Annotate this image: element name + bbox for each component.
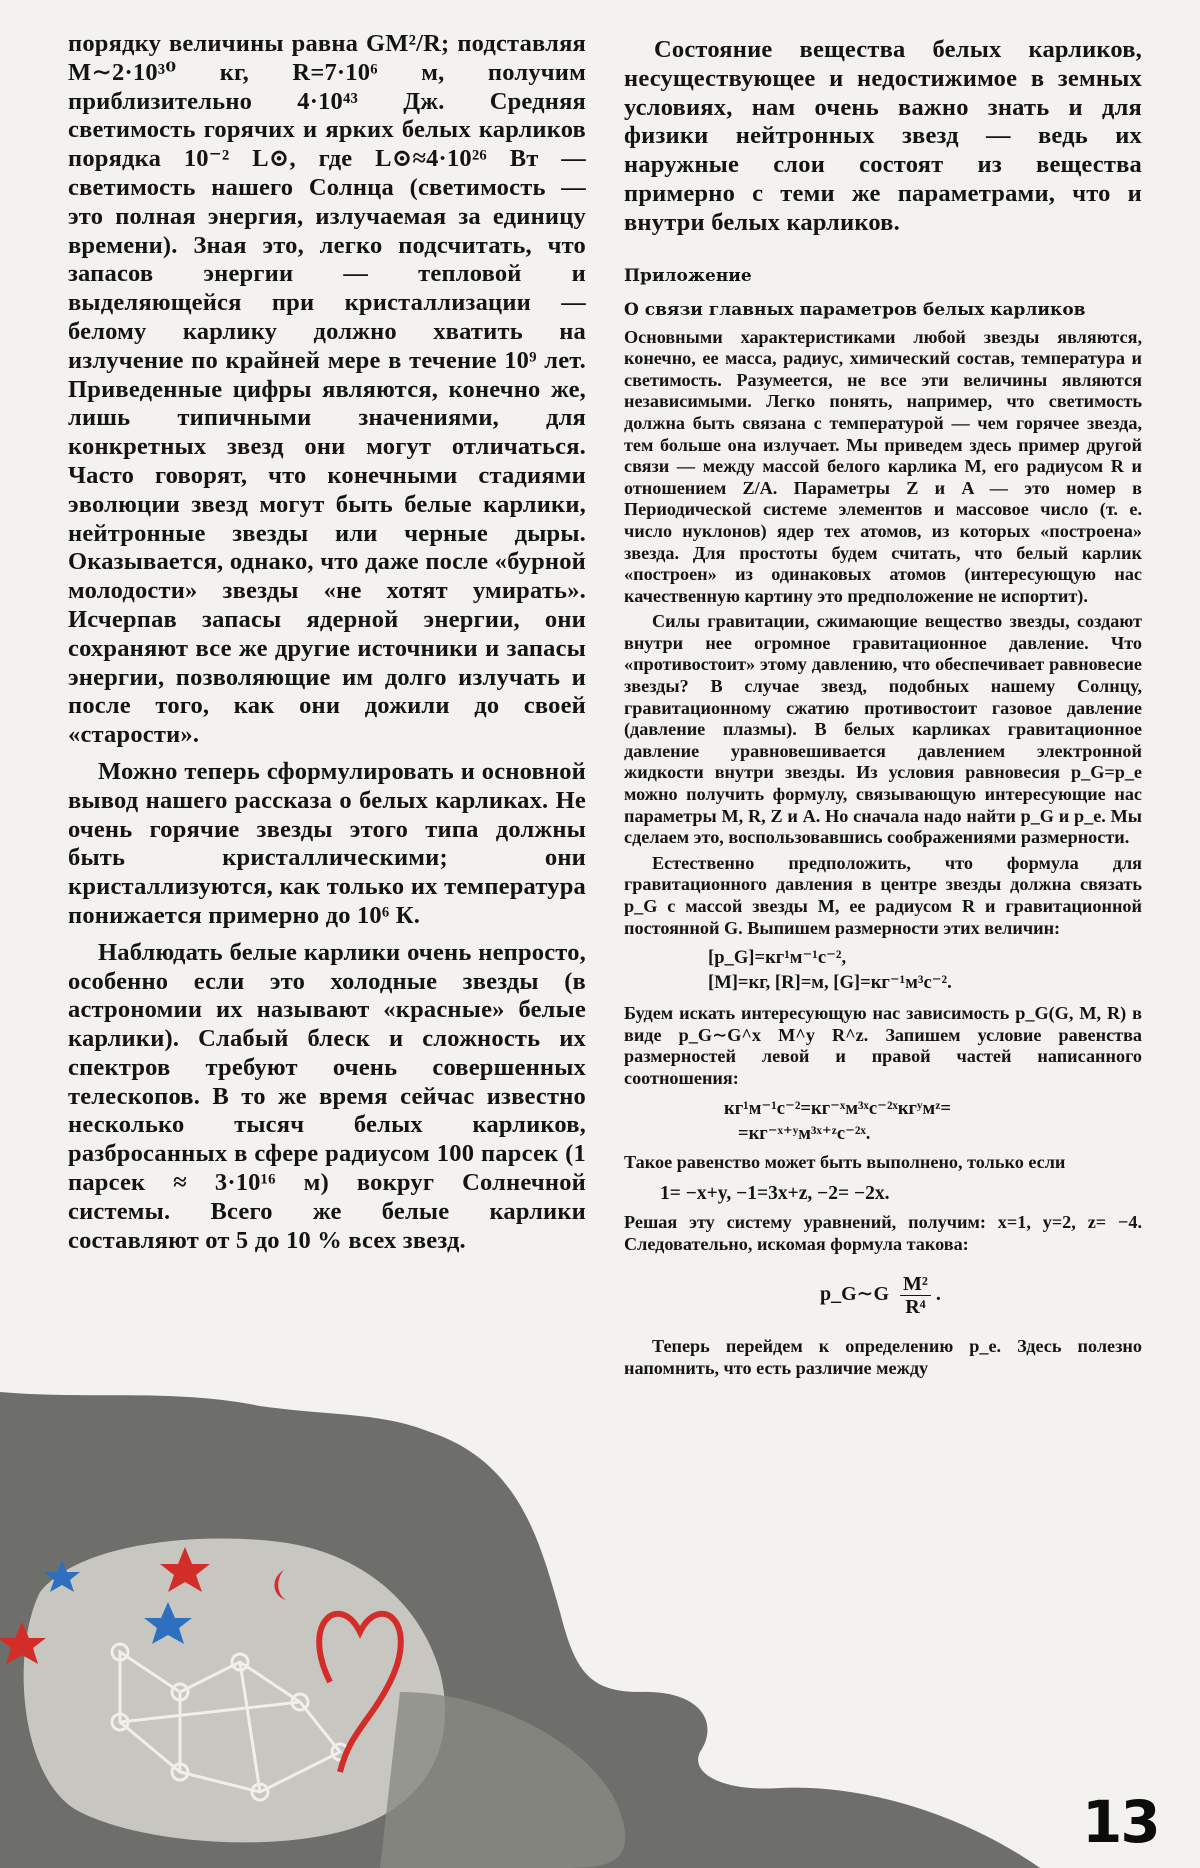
formula-dimensions-line-2: [M]=кг, [R]=м, [G]=кг⁻¹м³с⁻². [708, 972, 952, 994]
formula-equality-line-1: кг¹м⁻¹с⁻²=кг⁻ˣм³ˣс⁻²ˣкгʸмᶻ= [724, 1097, 952, 1119]
appendix-paragraph-2: Силы гравитации, сжимающие вещество звезды, создают внутри нее огромное гравитационное давление. Что «противостоит» этому давлению, что обеспечивает равновесие звезды? В случае звезд, подобных нашему Солнцу, гравитационному сжатию противостоит газовое давление (давление плазмы). В белых карликах гравитационное давление уравновешивается давлением электронной жидкости внутри звезды. Из условия равновесия p_G=p_e можно получить формулу, связывающую интересующие нас параметры M, R, Z и A. Но сначала надо найти p_G и p_e. Мы сделаем это, воспользовавшись соображениями размерности. [624, 611, 1142, 848]
appendix-title: О связи главных параметров белых карликов [624, 299, 1086, 320]
page-number: 13 [1082, 1788, 1159, 1856]
left-paragraph-3: Наблюдать белые карлики очень непросто, особенно если это холодные звезды (в астрономии их называют «красные» белые карлики). Слабый блеск и сложность их спектров требуют очень совершенных телескопов. В то же время сейчас известно несколько тысяч белых карликов, разбросанных в сфере радиусом 100 парсек (1 парсек ≈ 3·10¹⁶ м) вокруг Солнечной системы. Всего же белые карлики составляют от 5 до 10 % всех звезд. [68, 938, 586, 1254]
constellation-illustration [0, 1392, 1200, 1868]
left-paragraph-1: порядку величины равна GM²/R; подставляя M∼2·10³⁰ кг, R=7·10⁶ м, получим приблизительно 4·10⁴³ Дж. Средняя светимость горячих и ярких белых карликов порядка 10⁻² L⊙, где L⊙≈4·10²⁶ Вт — светимость нашего Солнца (светимость — это полная энергия, излучаемая за единицу времени). Зная это, легко подсчитать, что запасов энергии — тепловой и выделяющейся при кристаллизации — белому карлику должно хватить на излучение по крайней мере в течение 10⁹ лет. Приведенные цифры являются, конечно же, лишь типичными значениями, для конкретных звезд они могут отличаться. Часто говорят, что конечными стадиями эволюции звезд могут быть белые карлики, нейтронные звезды или черные дыры. Оказывается, однако, что даже после «бурной молодости» звезды «не хотят умирать». Исчерпав запасы ядерной энергии, они сохраняют все же другие источники и запасы энергии, позволяющие им долго излучать и после того, как они дожили до своей «старости». [68, 30, 586, 749]
formula-dimensions-line-1: [p_G]=кг¹м⁻¹с⁻², [708, 947, 847, 969]
appendix-paragraph-3: Естественно предположить, что формула для гравитационного давления в центре звезды должна связать p_G с массой звезды M, ее радиусом R и гравитационной постоянной G. Выпишем размерности этих величин: [624, 852, 1142, 938]
appendix-paragraph-5: Такое равенство может быть выполнено, только если [624, 1151, 1066, 1172]
appendix-paragraph-7: Теперь перейдем к определению p_e. Здесь полезно напомнить, что есть различие между [624, 1336, 1142, 1378]
formula-equality [724, 1096, 1142, 1146]
appendix-label: Приложение [624, 265, 752, 286]
left-column [68, 30, 586, 1255]
formula-final-period: . [935, 1283, 941, 1306]
appendix-paragraph-6: Решая эту систему уравнений, получим: x=1, y=2, z= −4. Следовательно, искомая формула такова: [624, 1212, 1142, 1254]
formula-final-lhs: p_G∼G [820, 1283, 889, 1306]
illustration-cloud-light [24, 1539, 445, 1843]
appendix-paragraph-1: Основными характеристиками любой звезды являются, конечно, ее масса, радиус, химический состав, температура и светимость. Разумеется, не все эти величины являются независимыми. Легко понять, например, что светимость должна быть связана с температурой — чем горячее звезда, тем больше она излучает. Мы приведем здесь пример другой связи — между массой белого карлика M, его радиусом R и отношением Z/A. Параметры Z и A — это номер в Периодической системе элементов и массовое число (т. е. число нуклонов) ядер тех атомов, из которых «построена» звезда. Для простоты будем считать, что белый карлик «построен» из одинаковых атомов (интересующую нас качественную картину это предположение не испортит). [624, 326, 1142, 606]
left-paragraph-2: Можно теперь сформулировать и основной вывод нашего рассказа о белых карликах. Не очень горячие звезды этого типа должны быть кристаллическими; они кристаллизуются, как только их температура понижается примерно до 10⁶ К. [68, 757, 586, 929]
formula-final-fraction [900, 1273, 931, 1318]
formula-final-numerator: M² [900, 1273, 931, 1296]
formula-dimensions [708, 945, 1142, 995]
right-lead-paragraph: Состояние вещества белых карликов, несуществующее и недостижимое в земных условиях, нам очень важно знать и для физики нейтронных звезд — ведь их наружные слои состоят из вещества примерно с теми же параметрами, что и внутри белых карликов. [624, 36, 1142, 236]
appendix-paragraph-4: Будем искать интересующую нас зависимость p_G(G, M, R) в виде p_G∼G^x M^y R^z. Запишем условие равенства размерностей левой и правой частей написанного соотношения: [624, 1003, 1142, 1088]
right-column [624, 36, 1142, 1380]
formula-final [820, 1273, 1142, 1318]
formula-final-denominator: R⁴ [905, 1296, 926, 1319]
formula-equality-line-2: =кг⁻ˣ⁺ʸм³ˣ⁺ᶻс⁻²ˣ. [738, 1122, 871, 1144]
formula-system: 1= −x+y, −1=3x+z, −2= −2x. [660, 1183, 890, 1205]
